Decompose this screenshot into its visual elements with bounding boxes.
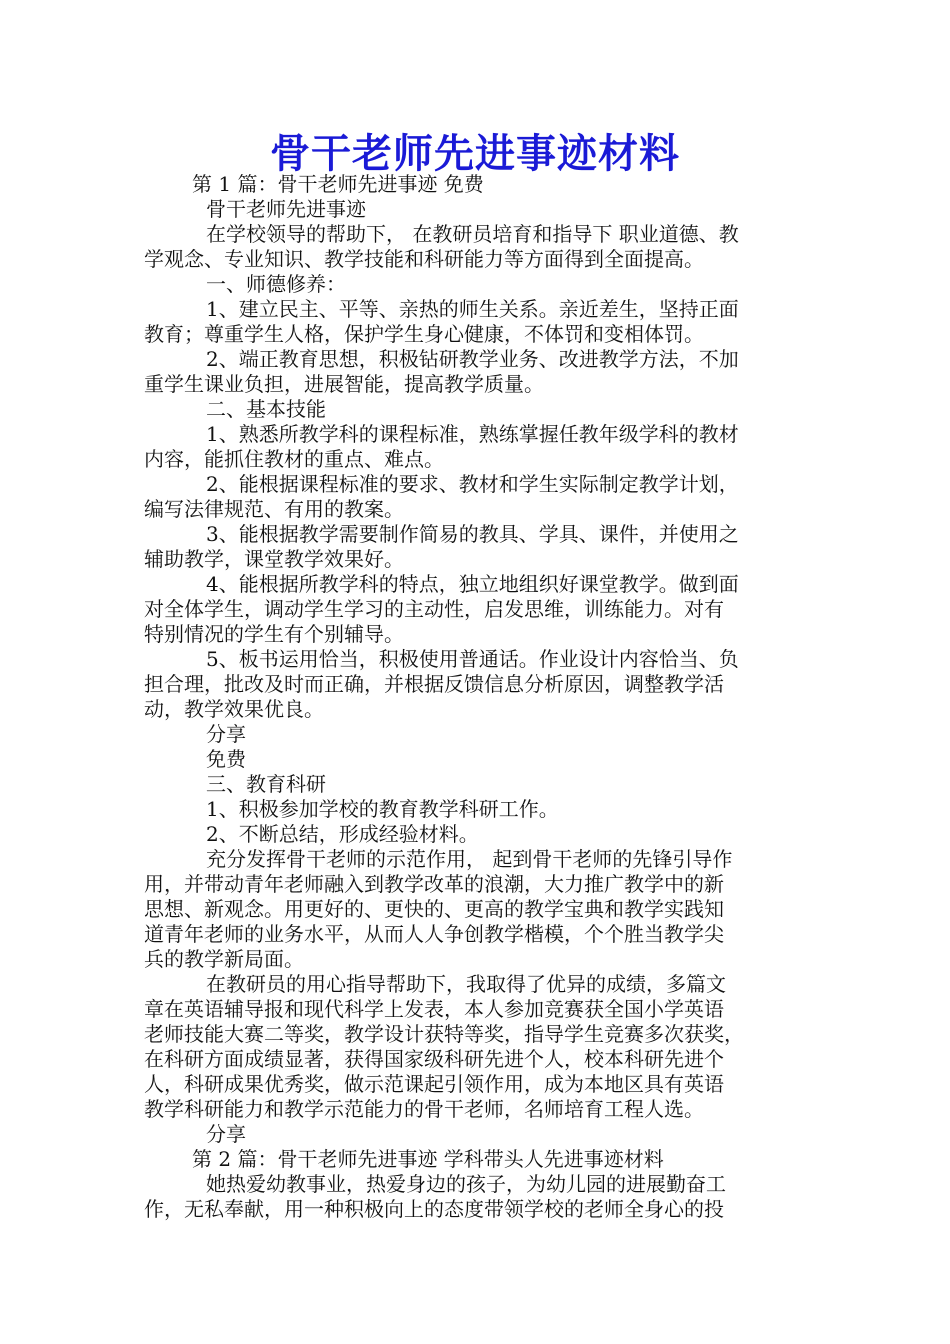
text-line: 思想、新观念。用更好的、更快的、更高的教学宝典和教学实践知 — [144, 897, 724, 921]
document-title: 骨干老师先进事迹材料 — [270, 131, 680, 177]
text-line: 动，教学效果优良。 — [144, 697, 324, 721]
text-line: 在教研员的用心指导帮助下，我取得了优异的成绩，多篇文 — [206, 972, 726, 996]
document-body — [144, 172, 806, 1222]
text-line: 在学校领导的帮助下， 在教研员培育和指导下 职业道德、教 — [206, 222, 739, 246]
text-line: 老师技能大赛二等奖，教学设计获特等奖，指导学生竞赛多次获奖， — [144, 1022, 744, 1046]
text-line: 特别情况的学生有个别辅导。 — [144, 622, 404, 646]
text-line: 第 2 篇：骨干老师先进事迹 学科带头人先进事迹材料 — [192, 1147, 664, 1171]
text-line: 3、能根据教学需要制作简易的教具、学具、课件，并使用之 — [206, 522, 739, 546]
text-line: 4、能根据所教学科的特点，独立地组织好课堂教学。做到面 — [206, 572, 739, 596]
text-line: 分享 — [206, 722, 246, 746]
text-line: 她热爱幼教事业，热爱身边的孩子，为幼儿园的进展勤奋工 — [206, 1172, 726, 1196]
text-line: 教育；尊重学生人格，保护学生身心健康，不体罚和变相体罚。 — [144, 322, 704, 346]
text-line: 辅助教学，课堂教学效果好。 — [144, 547, 404, 571]
text-line: 在科研方面成绩显著，获得国家级科研先进个人，校本科研先进个 — [144, 1047, 724, 1071]
text-line: 担合理，批改及时而正确，并根据反馈信息分析原因，调整教学活 — [144, 672, 724, 696]
text-line: 用，并带动青年老师融入到教学改革的浪潮，大力推广教学中的新 — [144, 872, 724, 896]
text-line: 分享 — [206, 1122, 246, 1146]
text-line: 二、基本技能 — [206, 397, 326, 421]
text-line: 作，无私奉献，用一种积极向上的态度带领学校的老师全身心的投 — [144, 1197, 724, 1221]
text-line: 免费 — [206, 747, 246, 771]
text-line: 章在英语辅导报和现代科学上发表，本人参加竞赛获全国小学英语 — [144, 997, 724, 1021]
text-line: 1、熟悉所教学科的课程标准，熟练掌握任教年级学科的教材 — [206, 422, 739, 446]
text-line: 第 1 篇：骨干老师先进事迹 免费 — [192, 172, 484, 196]
text-line: 重学生课业负担，进展智能，提高教学质量。 — [144, 372, 544, 396]
text-line: 2、能根据课程标准的要求、教材和学生实际制定教学计划， — [206, 472, 739, 496]
text-line: 一、师德修养： — [206, 272, 346, 296]
text-line: 1、建立民主、平等、亲热的师生关系。亲近差生，坚持正面 — [206, 297, 739, 321]
text-line: 兵的教学新局面。 — [144, 947, 304, 971]
text-line: 教学科研能力和教学示范能力的骨干老师，名师培育工程人选。 — [144, 1097, 704, 1121]
text-line: 人，科研成果优秀奖，做示范课起引领作用，成为本地区具有英语 — [144, 1072, 724, 1096]
text-line: 道青年老师的业务水平，从而人人争创教学楷模，个个胜当教学尖 — [144, 922, 724, 946]
text-line: 充分发挥骨干老师的示范作用， 起到骨干老师的先锋引导作 — [206, 847, 733, 871]
text-line: 5、板书运用恰当，积极使用普通话。作业设计内容恰当、负 — [206, 647, 739, 671]
text-line: 编写法律规范、有用的教案。 — [144, 497, 404, 521]
text-line: 2、端正教育思想，积极钻研教学业务、改进教学方法，不加 — [206, 347, 739, 371]
text-line: 三、教育科研 — [206, 772, 326, 796]
text-line: 1、积极参加学校的教育教学科研工作。 — [206, 797, 559, 821]
text-line: 对全体学生，调动学生学习的主动性，启发思维，训练能力。对有 — [144, 597, 724, 621]
text-line: 内容，能抓住教材的重点、难点。 — [144, 447, 444, 471]
text-line: 2、不断总结，形成经验材料。 — [206, 822, 479, 846]
text-line: 学观念、专业知识、教学技能和科研能力等方面得到全面提高。 — [144, 247, 704, 271]
text-line: 骨干老师先进事迹 — [206, 197, 366, 221]
